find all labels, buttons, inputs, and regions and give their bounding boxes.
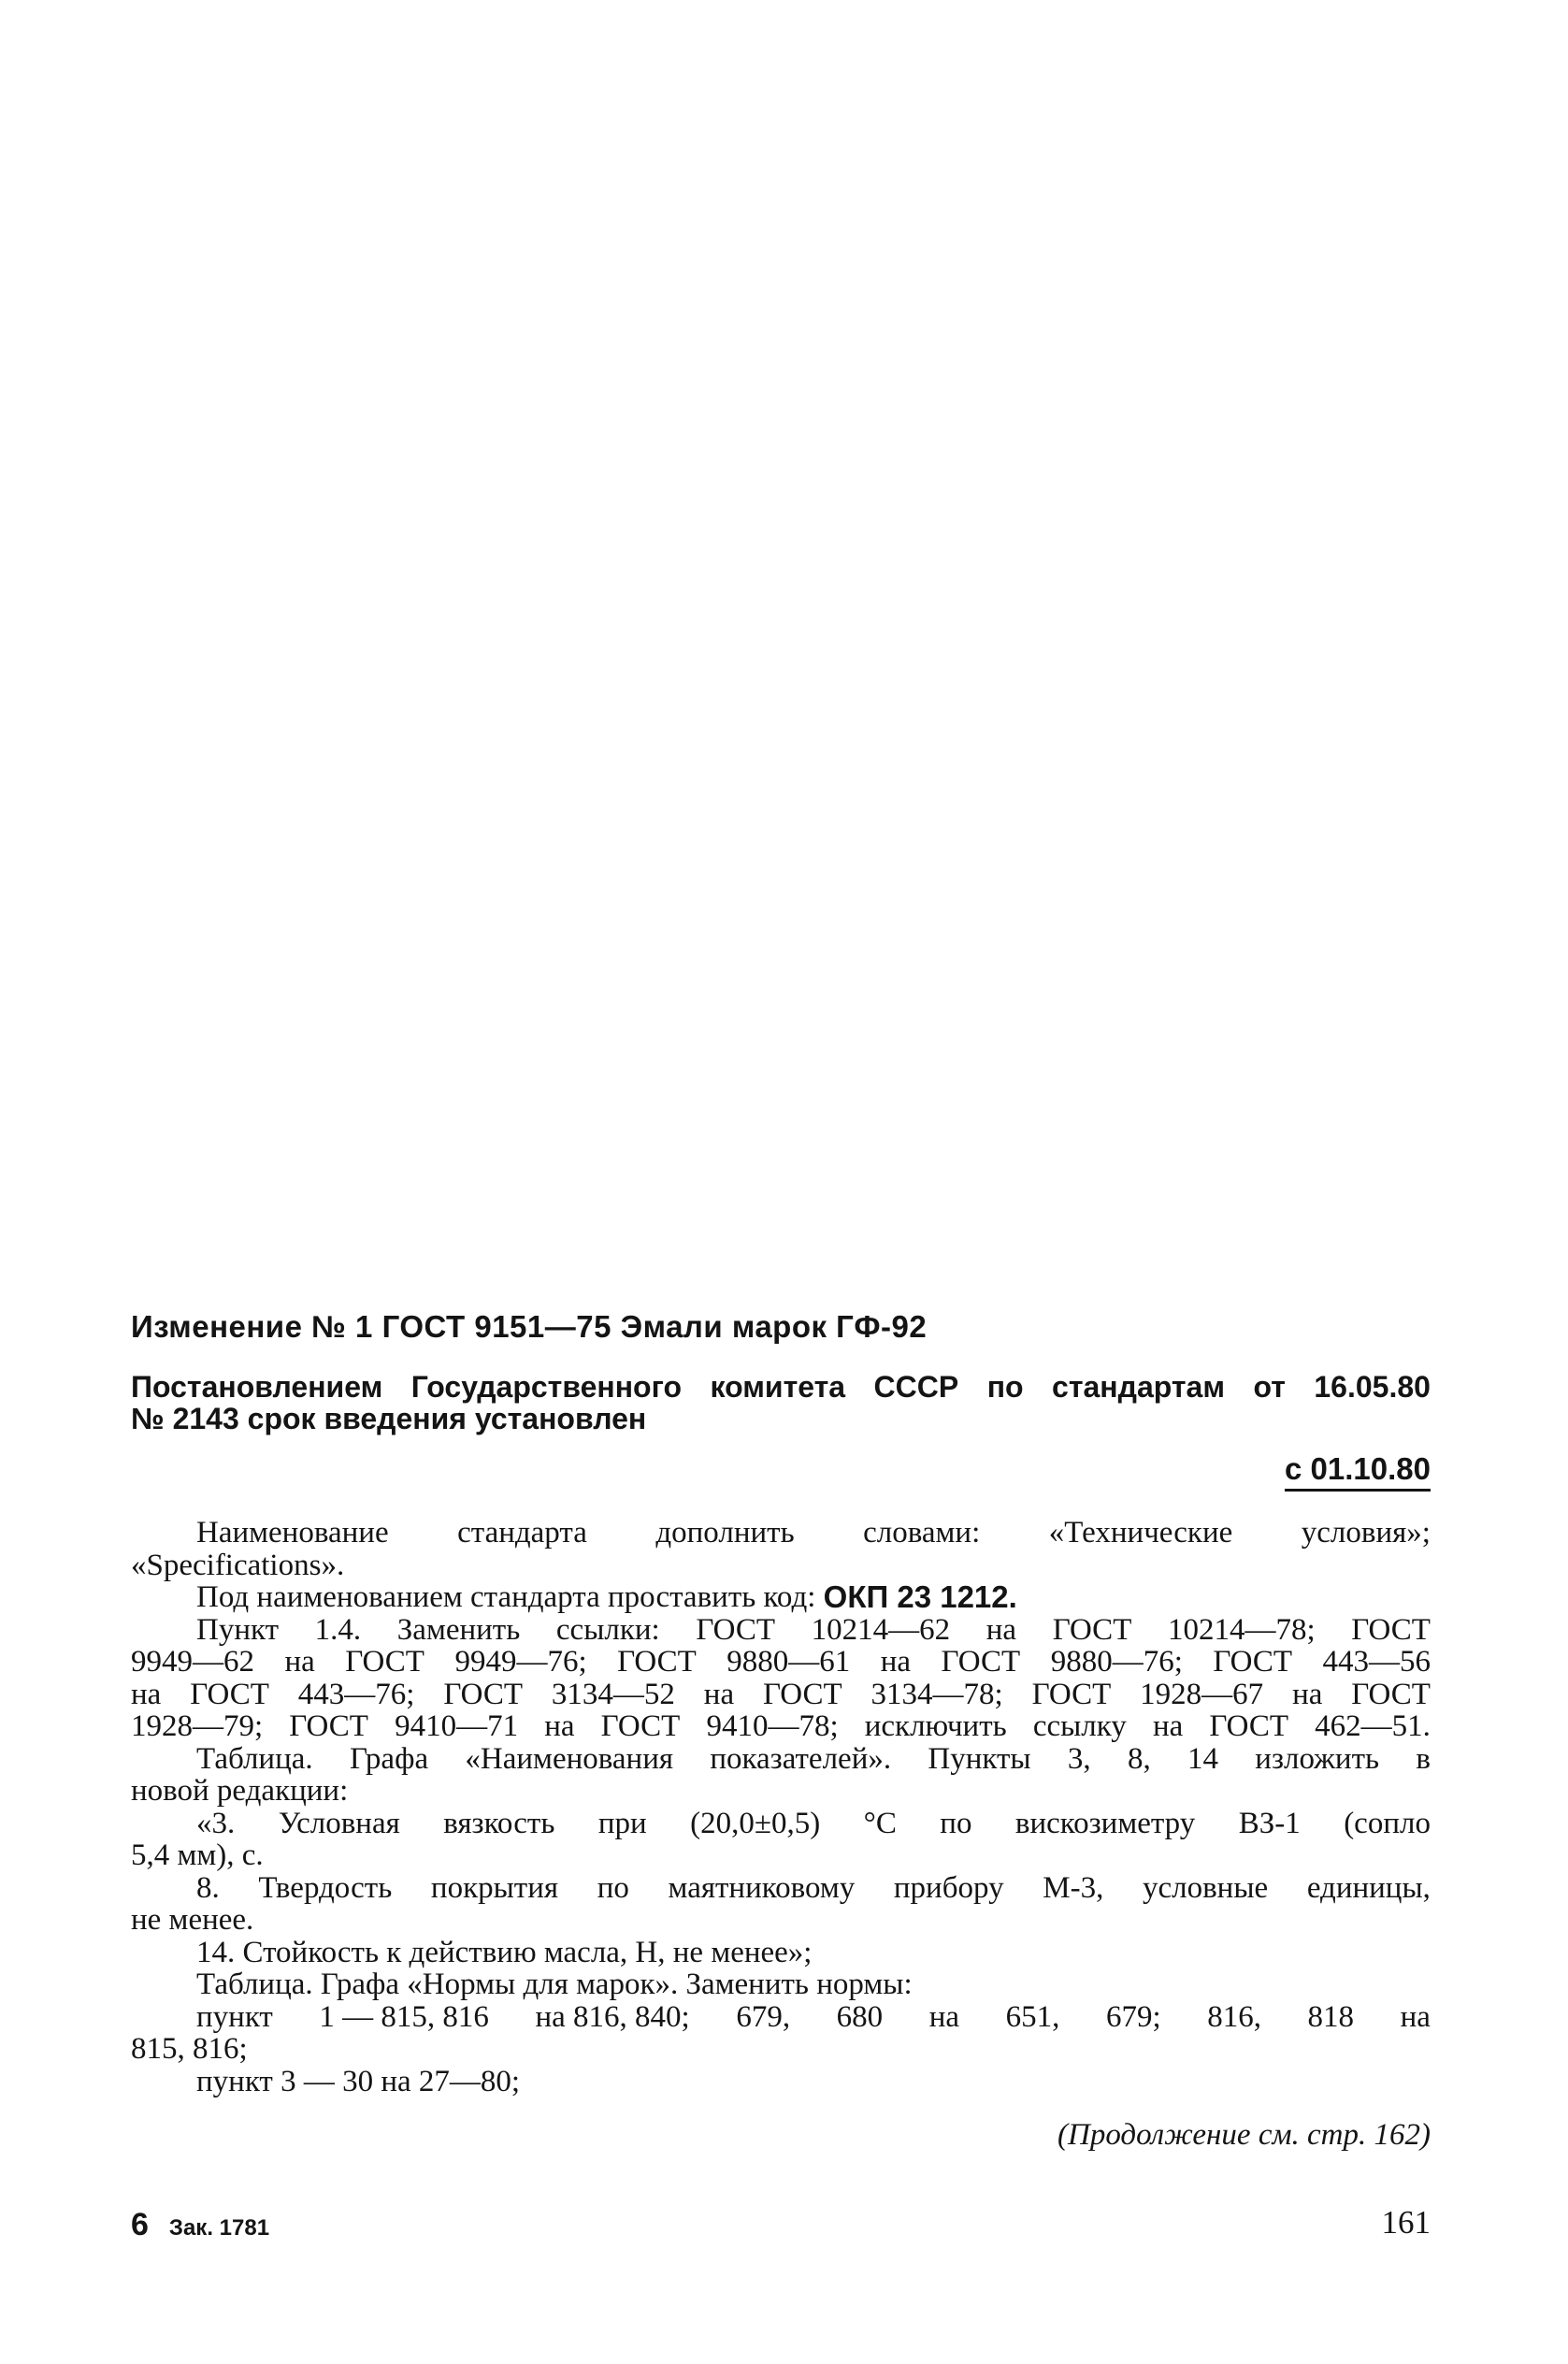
footer-signature [131, 2207, 269, 2243]
paragraph-refs-line-2 [131, 1646, 1431, 1679]
word: стандарта [457, 1516, 587, 1550]
paragraph-table-line-2: новой редакции: [131, 1774, 349, 1808]
word: ГОСТ [289, 1709, 368, 1743]
paragraph-title-line-1 [131, 1517, 1431, 1550]
word: словами: [863, 1516, 981, 1550]
effective-date: с 01.10.80 [1285, 1451, 1431, 1492]
norms-item-3: пункт 3 — 30 на 27—80; [196, 2064, 521, 2098]
paragraph-refs-line-1 [131, 1614, 1431, 1647]
word: 680 [836, 1999, 884, 2034]
word: ГОСТ [1213, 1645, 1293, 1679]
word: Постановлением [131, 1370, 383, 1404]
page-number: 161 [1381, 2204, 1431, 2241]
word: Условная [278, 1806, 400, 1840]
word: стандартам [1052, 1370, 1225, 1404]
word: на [1152, 1709, 1184, 1743]
word: ГОСТ [443, 1677, 523, 1711]
word: ГОСТ [1209, 1709, 1289, 1743]
word: ГОСТ [1351, 1677, 1431, 1711]
word: прибору [893, 1870, 1004, 1905]
word: Заменить [396, 1612, 521, 1647]
word: по [940, 1806, 972, 1840]
word: исключить [864, 1709, 1007, 1743]
word: Государственного [410, 1370, 683, 1404]
word: на [928, 1999, 960, 2034]
word: покрытия [430, 1870, 559, 1905]
word: ГОСТ [941, 1645, 1021, 1679]
word: ГОСТ [1052, 1612, 1132, 1647]
word: ссылки: [555, 1612, 660, 1647]
word: изложить [1255, 1741, 1380, 1776]
word: от [1253, 1370, 1286, 1404]
word: 9410—71 [395, 1709, 519, 1743]
paragraph-title-line-2: «Specifications». [131, 1548, 345, 1582]
word: 8. [196, 1870, 220, 1905]
continuation-note: (Продолжение см. стр. 162) [1057, 2118, 1431, 2152]
word: показателей». [710, 1741, 892, 1776]
word: 8, [1127, 1741, 1151, 1776]
decree-line-2: № 2143 срок введения установлен [131, 1402, 647, 1435]
word: 1928—79; [131, 1709, 264, 1743]
word: (20,0±0,5) [690, 1806, 821, 1840]
word: Пункт [196, 1612, 280, 1647]
word: ГОСТ [190, 1677, 269, 1711]
norms-item-1-line-1 [131, 2001, 1431, 2034]
sheet-number: 6 [131, 2207, 149, 2242]
word: ГОСТ [617, 1645, 697, 1679]
item-8-line-1 [131, 1872, 1431, 1905]
word: ГОСТ [762, 1677, 842, 1711]
word: условия»; [1301, 1516, 1431, 1550]
word: 9880—76; [1050, 1645, 1183, 1679]
word: 3, [1067, 1741, 1091, 1776]
word: «Наименования [465, 1741, 674, 1776]
word: на [131, 1677, 162, 1711]
word: при [597, 1806, 647, 1840]
word: 10214—62 [811, 1612, 951, 1647]
word: 816, [1207, 1999, 1261, 2034]
word: 10214—78; [1167, 1612, 1316, 1647]
word: 3134—52 [551, 1677, 675, 1711]
word: на [284, 1645, 315, 1679]
word: ГОСТ [696, 1612, 775, 1647]
word: на [544, 1709, 575, 1743]
word: на 816, 840; [535, 1999, 690, 2034]
norms-item-1-line-2: 815, 816; [131, 2032, 248, 2066]
word: Твердость [258, 1870, 393, 1905]
word: ссылку [1032, 1709, 1127, 1743]
paragraph-okp-code [131, 1581, 1431, 1614]
word: «Технические [1048, 1516, 1233, 1550]
word: Наименование [196, 1516, 389, 1550]
word: Графа [349, 1741, 429, 1776]
word: 818 [1307, 1999, 1355, 2034]
word: 9410—78; [706, 1709, 839, 1743]
okp-text: Под наименованием стандарта проставить код: [196, 1580, 816, 1614]
word: 1928—67 [1140, 1677, 1264, 1711]
word: ГОСТ [1031, 1677, 1112, 1711]
word: Пункты [928, 1741, 1031, 1776]
word: М-3, [1043, 1870, 1104, 1905]
word: условные [1142, 1870, 1269, 1905]
word: 14 [1187, 1741, 1218, 1776]
paragraph-refs-line-3 [131, 1679, 1431, 1711]
paragraph-table-line-1 [131, 1743, 1431, 1776]
word: в [1416, 1741, 1431, 1776]
word: на [1292, 1677, 1323, 1711]
word: 679, [736, 1999, 791, 2034]
amendment-body [131, 1517, 1431, 2097]
word: на [703, 1677, 735, 1711]
word: дополнить [655, 1516, 795, 1550]
word: СССР [873, 1370, 959, 1404]
amendment-heading: Изменение № 1 ГОСТ 9151—75 Эмали марок ГФ-92 [131, 1309, 928, 1344]
word: 651, [1005, 1999, 1060, 2034]
item-14: 14. Стойкость к действию масла, Н, не менее»; [196, 1935, 813, 1969]
word: по [597, 1870, 629, 1905]
word: 16.05.80 [1314, 1370, 1431, 1404]
word: маятниковому [668, 1870, 856, 1905]
word: ГОСТ [600, 1709, 681, 1743]
word: 443—56 [1322, 1645, 1431, 1679]
word: «3. [196, 1806, 236, 1840]
word: 3134—78; [870, 1677, 1003, 1711]
word: 9949—76; [454, 1645, 587, 1679]
word: 679; [1105, 1999, 1161, 2034]
word: ГОСТ [1351, 1612, 1431, 1647]
word: ВЗ-1 [1238, 1806, 1301, 1840]
item-3-line-2: 5,4 мм), с. [131, 1838, 264, 1872]
word: ГОСТ [345, 1645, 424, 1679]
order-number: Зак. 1781 [168, 2215, 270, 2241]
word: 462—51. [1315, 1709, 1431, 1743]
paragraph-refs-line-4 [131, 1710, 1431, 1743]
word: 1 — 815, 816 [319, 1999, 489, 2034]
word: 9880—61 [726, 1645, 851, 1679]
paragraph-norms: Таблица. Графа «Нормы для марок». Заменить нормы: [196, 1968, 913, 2001]
word: на [880, 1645, 912, 1679]
word: 9949—62 [131, 1645, 254, 1679]
word: °С [863, 1806, 897, 1840]
okp-code: ОКП 23 1212. [823, 1579, 1017, 1614]
item-3-line-1 [131, 1808, 1431, 1840]
word: по [986, 1370, 1024, 1404]
word: Таблица. [196, 1741, 313, 1776]
word: единицы, [1306, 1870, 1431, 1905]
word: на [1400, 1999, 1431, 2034]
word: вязкость [443, 1806, 555, 1840]
word: 443—76; [297, 1677, 415, 1711]
word: 1.4. [314, 1612, 362, 1647]
decree-block [131, 1371, 1431, 1434]
word: вискозиметру [1014, 1806, 1196, 1840]
item-8-line-2: не менее. [131, 1903, 254, 1937]
word: пункт [196, 1999, 273, 2034]
word: комитета [710, 1370, 846, 1404]
decree-line-1 [131, 1371, 1431, 1403]
word: (сопло [1344, 1806, 1431, 1840]
word: на [985, 1612, 1017, 1647]
